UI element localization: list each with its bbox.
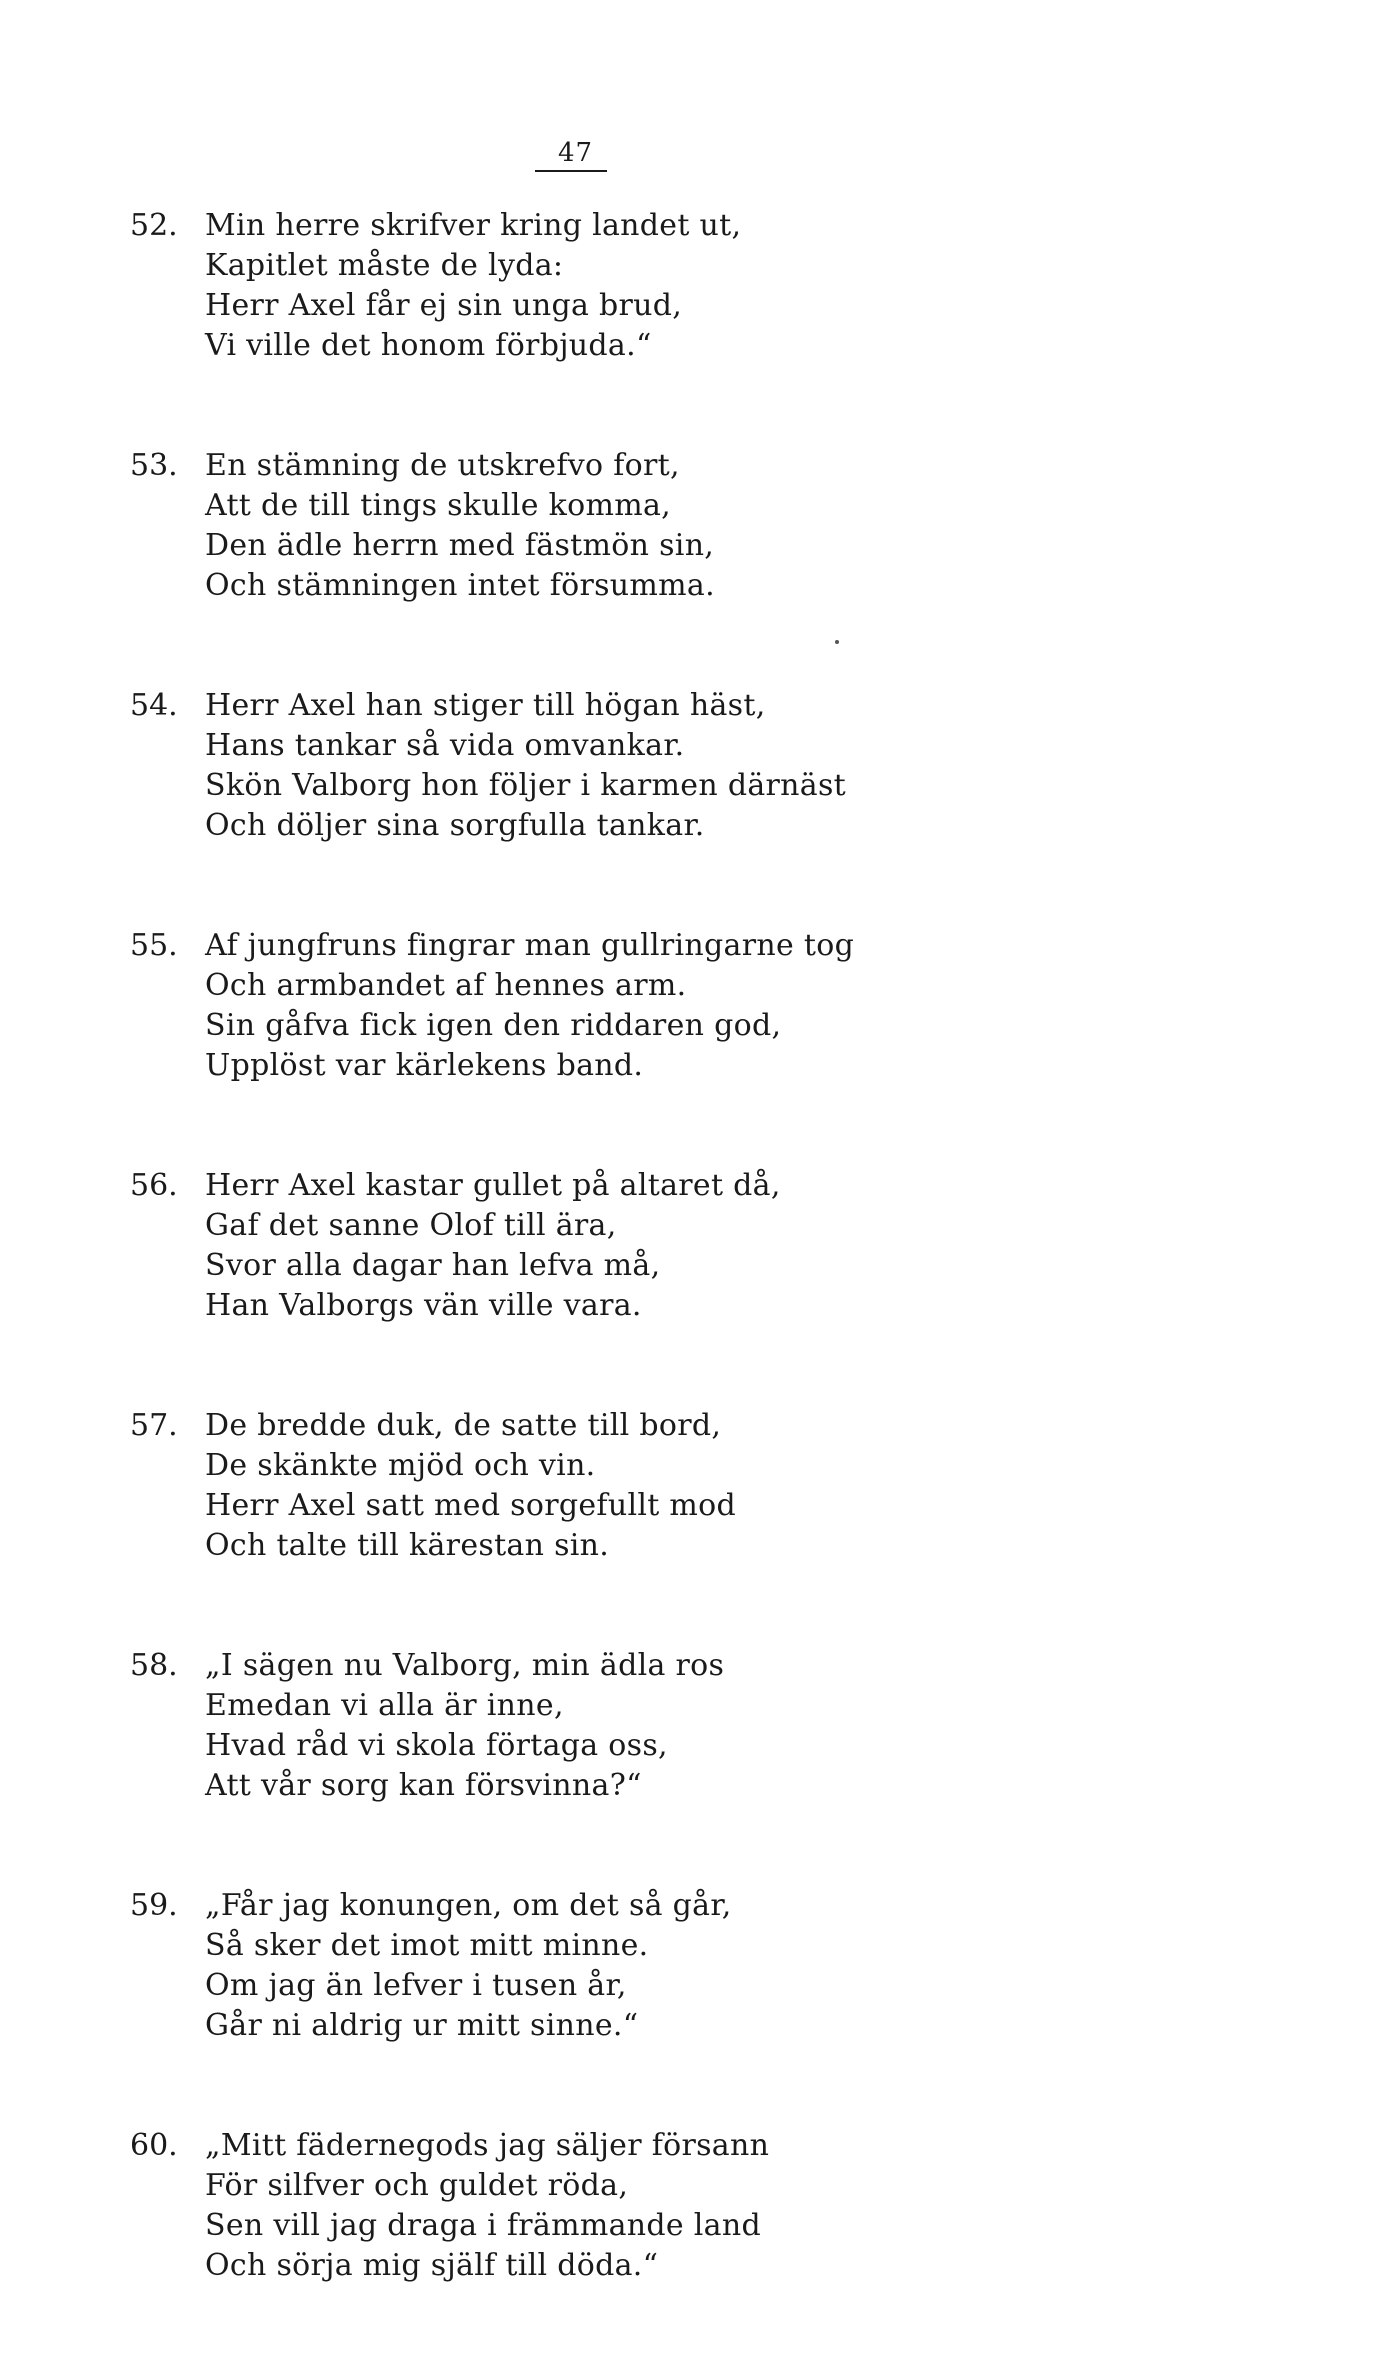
- stanza-lines: [205, 2126, 1290, 2286]
- stanza: [130, 1166, 1290, 1326]
- stanza: [130, 926, 1290, 1086]
- stanza-lines: [205, 446, 1290, 606]
- stanza-number: 56.: [130, 1168, 178, 1203]
- verse-line: Så sker det imot mitt minne.: [205, 1928, 649, 1963]
- verse-line: Herr Axel han stiger till högan häst,: [205, 688, 766, 723]
- stanza-lines: [205, 1166, 1290, 1326]
- stanza-number: 55.: [130, 928, 178, 963]
- stanza-number: 60.: [130, 2128, 178, 2163]
- verse-line: „I sägen nu Valborg, min ädla ros: [205, 1648, 725, 1683]
- verse-line: Svor alla dagar han lefva må,: [205, 1248, 661, 1283]
- stanza-number: 52.: [130, 208, 178, 243]
- verse-line: Och sörja mig själf till döda.“: [205, 2248, 659, 2283]
- verse-line: Och döljer sina sorgfulla tankar.: [205, 808, 705, 843]
- page-number: 47: [558, 138, 594, 168]
- verse-line: Vi ville det honom förbjuda.“: [205, 328, 652, 363]
- verse-line: Skön Valborg hon följer i karmen därnäst: [205, 768, 847, 803]
- verse-line: Min herre skrifver kring landet ut,: [205, 208, 742, 243]
- stanza-lines: [205, 926, 1290, 1086]
- stanza-lines: [205, 1406, 1290, 1566]
- verse-line: Går ni aldrig ur mitt sinne.“: [205, 2008, 639, 2043]
- verse-line: „Mitt fädernegods jag säljer försann: [205, 2128, 770, 2163]
- verse-line: Gaf det sanne Olof till ära,: [205, 1208, 617, 1243]
- verse-line: Och armbandet af hennes arm.: [205, 968, 687, 1003]
- stanza-number: 53.: [130, 448, 178, 483]
- verse-line: „Får jag konungen, om det så går,: [205, 1888, 732, 1923]
- stanza: [130, 2126, 1290, 2286]
- stanza-lines: [205, 686, 1290, 846]
- stanza-lines: [205, 1886, 1290, 2046]
- stanza-number: 59.: [130, 1888, 178, 1923]
- poem-body: [130, 206, 1290, 2366]
- verse-line: Att vår sorg kan försvinna?“: [205, 1768, 642, 1803]
- verse-line: Herr Axel kastar gullet på altaret då,: [205, 1168, 781, 1203]
- stanza: [130, 1646, 1290, 1806]
- verse-line: En stämning de utskrefvo fort,: [205, 448, 680, 483]
- stanza: [130, 1886, 1290, 2046]
- stanza: [130, 446, 1290, 606]
- verse-line: Kapitlet måste de lyda:: [205, 248, 564, 283]
- verse-line: Herr Axel får ej sin unga brud,: [205, 288, 683, 323]
- stanza: [130, 686, 1290, 846]
- verse-line: Herr Axel satt med sorgefullt mod: [205, 1488, 737, 1523]
- verse-line: De skänkte mjöd och vin.: [205, 1448, 596, 1483]
- stanza-number: 54.: [130, 688, 178, 723]
- verse-line: Upplöst var kärlekens band.: [205, 1048, 644, 1083]
- verse-line: För silfver och guldet röda,: [205, 2168, 629, 2203]
- stanza-number: 57.: [130, 1408, 178, 1443]
- stanza-lines: [205, 1646, 1290, 1806]
- verse-line: De bredde duk, de satte till bord,: [205, 1408, 722, 1443]
- verse-line: Sin gåfva fick igen den riddaren god,: [205, 1008, 782, 1043]
- verse-line: Att de till tings skulle komma,: [205, 488, 671, 523]
- verse-line: Emedan vi alla är inne,: [205, 1688, 564, 1723]
- verse-line: Hans tankar så vida omvankar.: [205, 728, 685, 763]
- verse-line: Af jungfruns fingrar man gullringarne tog: [205, 928, 855, 963]
- stanza: [130, 1406, 1290, 1566]
- stanza: [130, 206, 1290, 366]
- verse-line: Sen vill jag draga i främmande land: [205, 2208, 761, 2243]
- verse-line: Om jag än lefver i tusen år,: [205, 1968, 627, 2003]
- verse-line: Den ädle herrn med fästmön sin,: [205, 528, 715, 563]
- verse-line: Hvad råd vi skola förtaga oss,: [205, 1728, 668, 1763]
- verse-line: Och stämningen intet försumma.: [205, 568, 715, 603]
- page-number-rule: [535, 170, 607, 172]
- verse-line: Han Valborgs vän ville vara.: [205, 1288, 642, 1323]
- stanza-lines: [205, 206, 1290, 366]
- stanza-number: 58.: [130, 1648, 178, 1683]
- verse-line: Och talte till kärestan sin.: [205, 1528, 610, 1563]
